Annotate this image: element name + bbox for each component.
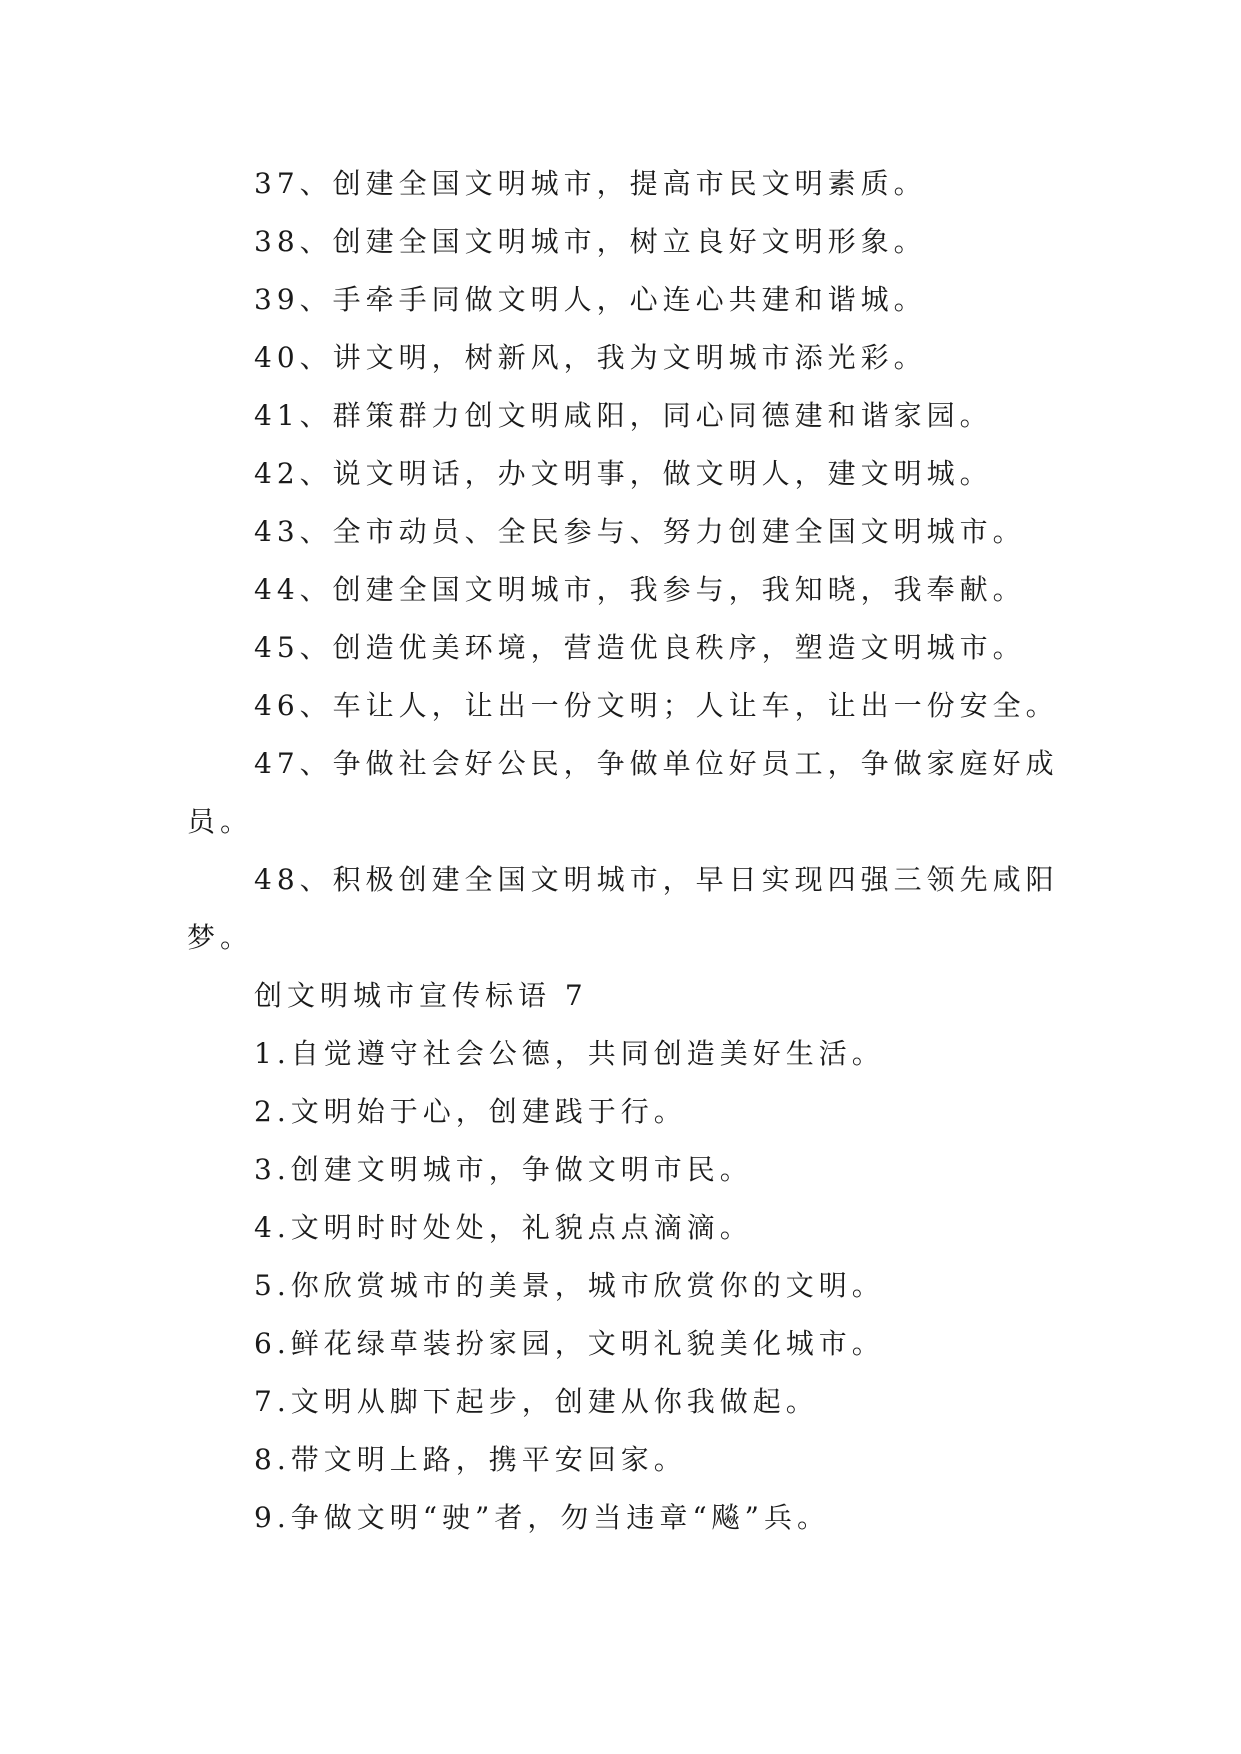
slogan-8: 8.带文明上路，携平安回家。: [254, 1443, 687, 1476]
document-body: [187, 155, 1067, 1547]
section-heading: 创文明城市宣传标语 7: [254, 979, 588, 1012]
paragraph-47: 47、争做社会好公民，争做单位好员工，争做家庭好成员。: [187, 747, 1059, 838]
paragraph-42: 42、说文明话，办文明事，做文明人，建文明城。: [254, 457, 993, 490]
slogan-9: 9.争做文明“驶”者，勿当违章“飚”兵。: [254, 1501, 830, 1534]
paragraph-48: 48、积极创建全国文明城市，早日实现四强三领先咸阳梦。: [187, 863, 1059, 954]
slogan-6: 6.鲜花绿草装扮家园，文明礼貌美化城市。: [254, 1327, 885, 1360]
paragraph-37: 37、创建全国文明城市，提高市民文明素质。: [254, 167, 927, 200]
paragraph-45: 45、创造优美环境，营造优良秩序，塑造文明城市。: [254, 631, 1026, 664]
slogan-7: 7.文明从脚下起步，创建从你我做起。: [254, 1385, 819, 1418]
slogan-4: 4.文明时时处处，礼貌点点滴滴。: [254, 1211, 753, 1244]
paragraph-44: 44、创建全国文明城市，我参与，我知晓，我奉献。: [254, 573, 1026, 606]
paragraph-39: 39、手牵手同做文明人，心连心共建和谐城。: [254, 283, 927, 316]
paragraph-38: 38、创建全国文明城市，树立良好文明形象。: [254, 225, 927, 258]
slogan-3: 3.创建文明城市，争做文明市民。: [254, 1153, 753, 1186]
paragraph-41: 41、群策群力创文明咸阳，同心同德建和谐家园。: [254, 399, 993, 432]
slogan-2: 2.文明始于心，创建践于行。: [254, 1095, 687, 1128]
paragraph-46: 46、车让人，让出一份文明；人让车，让出一份安全。: [254, 689, 1059, 722]
slogan-5: 5.你欣赏城市的美景，城市欣赏你的文明。: [254, 1269, 885, 1302]
paragraph-43: 43、全市动员、全民参与、努力创建全国文明城市。: [254, 515, 1026, 548]
slogan-1: 1.自觉遵守社会公德，共同创造美好生活。: [254, 1037, 885, 1070]
paragraph-40: 40、讲文明，树新风，我为文明城市添光彩。: [254, 341, 927, 374]
